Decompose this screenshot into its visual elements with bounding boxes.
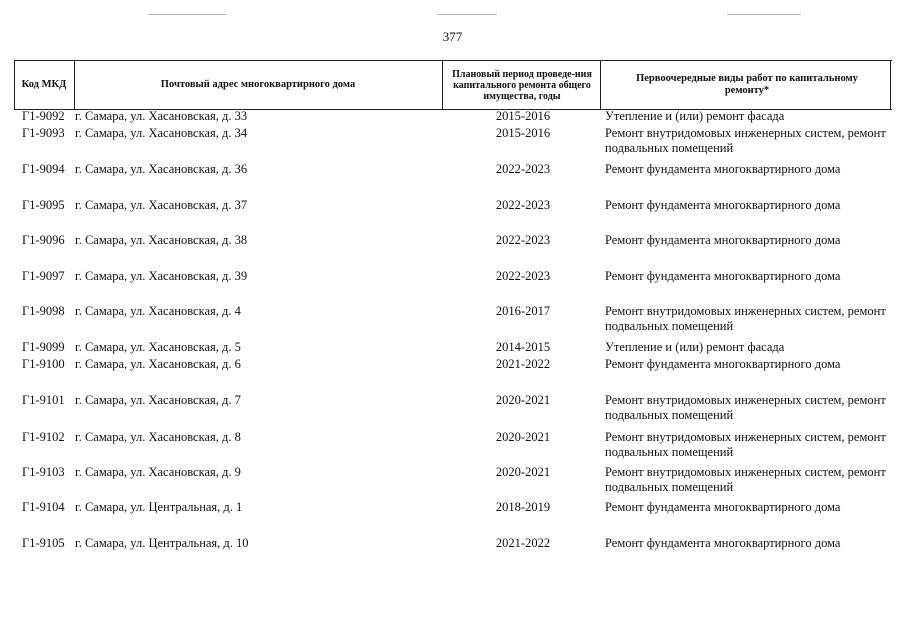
cell-work: Ремонт фундамента многоквартирного дома <box>605 269 841 283</box>
cell-address: г. Самара, ул. Хасановская, д. 36 <box>75 162 248 176</box>
cell-code: Г1-9092 <box>22 109 65 123</box>
cell-address: г. Самара, ул. Хасановская, д. 38 <box>75 233 248 247</box>
cell-address: г. Самара, ул. Хасановская, д. 39 <box>75 269 248 283</box>
cell-work: Ремонт фундамента многоквартирного дома <box>605 162 841 176</box>
cell-work: Ремонт фундамента многоквартирного дома <box>605 357 841 371</box>
cell-period: 2022-2023 <box>495 233 551 247</box>
cell-work: Ремонт фундамента многоквартирного дома <box>605 536 841 550</box>
cell-code: Г1-9098 <box>22 304 65 318</box>
cell-work: Ремонт внутридомовых инженерных систем, ремонт подвальных помещений <box>605 126 886 155</box>
scan-artifacts <box>0 12 905 18</box>
cell-code: Г1-9104 <box>22 500 65 514</box>
header-work: Первоочередные виды работ по капитальному ремонту* <box>636 73 858 96</box>
cell-code: Г1-9099 <box>22 340 65 354</box>
cell-period: 2016-2017 <box>495 304 551 318</box>
cell-address: г. Самара, ул. Хасановская, д. 4 <box>75 304 241 318</box>
cell-code: Г1-9093 <box>22 126 65 140</box>
cell-code: Г1-9095 <box>22 198 65 212</box>
column-divider <box>442 61 443 109</box>
cell-period: 2022-2023 <box>495 269 551 283</box>
cell-code: Г1-9100 <box>22 357 65 371</box>
cell-code: Г1-9105 <box>22 536 65 550</box>
cell-code: Г1-9096 <box>22 233 65 247</box>
cell-address: г. Самара, ул. Центральная, д. 10 <box>75 536 249 550</box>
column-divider <box>600 61 601 109</box>
page-number: 377 <box>442 29 463 44</box>
cell-work: Ремонт внутридомовых инженерных систем, ремонт подвальных помещений <box>605 304 886 333</box>
cell-period: 2021-2022 <box>495 357 551 371</box>
cell-period: 2015-2016 <box>495 126 551 140</box>
cell-work: Ремонт внутридомовых инженерных систем, ремонт подвальных помещений <box>605 430 886 459</box>
cell-code: Г1-9097 <box>22 269 65 283</box>
table-header <box>14 60 892 110</box>
cell-code: Г1-9103 <box>22 465 65 479</box>
cell-code: Г1-9094 <box>22 162 65 176</box>
scan-mark <box>727 14 801 15</box>
cell-period: 2015-2016 <box>495 109 551 123</box>
cell-work: Ремонт фундамента многоквартирного дома <box>605 233 841 247</box>
cell-period: 2018-2019 <box>495 500 551 514</box>
cell-address: г. Самара, ул. Хасановская, д. 33 <box>75 109 248 123</box>
cell-period: 2022-2023 <box>495 162 551 176</box>
scan-mark <box>148 14 226 15</box>
cell-address: г. Самара, ул. Хасановская, д. 34 <box>75 126 248 140</box>
cell-address: г. Самара, ул. Хасановская, д. 37 <box>75 198 248 212</box>
cell-period: 2014-2015 <box>495 340 551 354</box>
cell-address: г. Самара, ул. Хасановская, д. 6 <box>75 357 241 371</box>
cell-period: 2020-2021 <box>495 465 551 479</box>
scan-mark <box>437 14 497 15</box>
cell-work: Ремонт фундамента многоквартирного дома <box>605 500 841 514</box>
cell-period: 2022-2023 <box>495 198 551 212</box>
cell-code: Г1-9102 <box>22 430 65 444</box>
header-code: Код МКД <box>21 79 67 90</box>
header-address: Почтовый адрес многоквартирного дома <box>160 79 356 90</box>
cell-work: Ремонт внутридомовых инженерных систем, ремонт подвальных помещений <box>605 393 886 422</box>
cell-work: Ремонт фундамента многоквартирного дома <box>605 198 841 212</box>
cell-address: г. Самара, ул. Хасановская, д. 5 <box>75 340 241 354</box>
cell-address: г. Самара, ул. Хасановская, д. 8 <box>75 430 241 444</box>
header-period: Плановый период проведе-ния капитального ремонта общего имущества, годы <box>452 68 592 102</box>
cell-address: г. Самара, ул. Хасановская, д. 9 <box>75 465 241 479</box>
cell-address: г. Самара, ул. Хасановская, д. 7 <box>75 393 241 407</box>
cell-period: 2020-2021 <box>495 430 551 444</box>
cell-work: Ремонт внутридомовых инженерных систем, ремонт подвальных помещений <box>605 465 886 494</box>
cell-address: г. Самара, ул. Центральная, д. 1 <box>75 500 243 514</box>
table-border <box>890 61 891 109</box>
cell-work: Утепление и (или) ремонт фасада <box>605 340 785 354</box>
cell-period: 2020-2021 <box>495 393 551 407</box>
cell-work: Утепление и (или) ремонт фасада <box>605 109 785 123</box>
cell-period: 2021-2022 <box>495 536 551 550</box>
cell-code: Г1-9101 <box>22 393 65 407</box>
